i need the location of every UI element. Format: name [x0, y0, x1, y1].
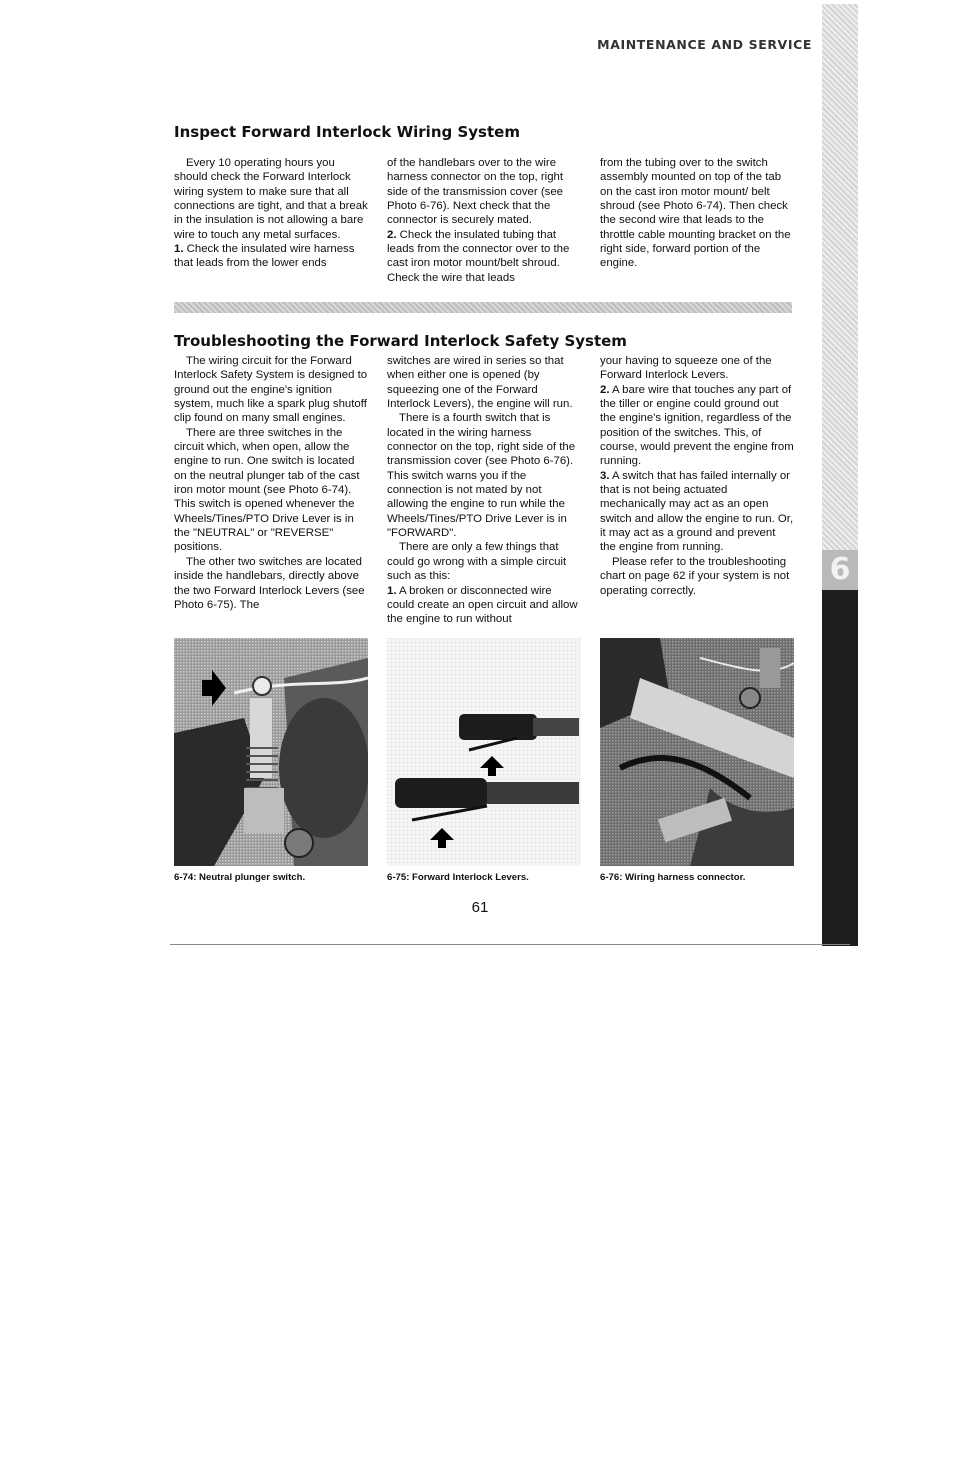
paragraph-text: switches are wired in series so that when either one is opened (by squeezing one of the Forward Interlock Levers), the engine will run. — [387, 355, 573, 411]
photo-neutral-plunger-switch — [174, 638, 368, 866]
paragraph — [600, 156, 794, 271]
list-number: 1. — [174, 243, 184, 256]
section2-column-3 — [600, 354, 794, 598]
paragraph-text: Every 10 operating hours you should check the Forward Interlock wiring system to make sure that all connections are tight, and that a break in the insulation is not allowing a bare wire to touch any metal surfaces. — [174, 157, 368, 241]
section2-column-2 — [387, 354, 581, 627]
photo-forward-interlock-levers — [387, 638, 581, 866]
paragraph-text: Please refer to the troubleshooting chart on page 62 if your system is not operating correctly. — [600, 555, 790, 597]
photo-wiring-harness-connector — [600, 638, 794, 866]
paragraph — [387, 540, 581, 583]
section2-column-1 — [174, 354, 368, 612]
list-number: 1. — [387, 584, 397, 597]
paragraph-text: of the handlebars over to the wire harness connector on the top, right side of the transmission cover (see Photo 6-76). Next check that the connector is securely mated. — [387, 157, 564, 227]
paragraph-text: The other two switches are located inside the handlebars, directly above the two Forward Interlock Levers (see Photo 6-75). The — [174, 555, 365, 611]
paragraph-text: The wiring circuit for the Forward Interlock Safety System is designed to ground out the engine's ignition system, much like a spark plug shutoff clip found on many small engines. — [174, 355, 368, 425]
caption-6-75: 6-75: Forward Interlock Levers. — [387, 872, 529, 883]
paragraph — [600, 383, 794, 469]
section1-column-1 — [174, 156, 368, 271]
paragraph — [174, 242, 368, 271]
paragraph-text: There are only a few things that could go wrong with a simple circuit such as this: — [387, 541, 567, 583]
paragraph-text: your having to squeeze one of the Forward Interlock Levers. — [600, 355, 772, 382]
paragraph-text: A bare wire that touches any part of the tiller or engine could ground out the engine's ignition, regardless of the position of the switches. This, of course, would prevent the engine from running. — [600, 383, 794, 468]
list-number: 2. — [600, 383, 610, 396]
section1-column-3 — [600, 156, 794, 271]
footer-rule — [170, 944, 850, 945]
paragraph — [174, 156, 368, 242]
side-thumb-dark — [822, 590, 858, 946]
paragraph — [600, 555, 794, 598]
chapter-tab: 6 — [822, 550, 858, 590]
caption-6-76: 6-76: Wiring harness connector. — [600, 872, 746, 883]
paragraph — [600, 354, 794, 383]
paragraph — [600, 469, 794, 555]
paragraph — [387, 156, 581, 228]
paragraph — [174, 555, 368, 612]
paragraph — [387, 354, 581, 411]
section-title-troubleshooting: Troubleshooting the Forward Interlock Safety System — [174, 332, 627, 350]
paragraph-text: There are three switches in the circuit which, when open, allow the engine to run. One switch is located on the neutral plunger tab of the cast iron motor mount (see Photo 6-74). This switch is opened whenever the Wheels/Tines/PTO Drive Lever is in the "NEUTRAL" or "REVERSE" positions. — [174, 426, 360, 554]
paragraph-text: A switch that has failed internally or that is not being actuated mechanically may act as an open switch and allow the engine to run. Or, it may act as a ground and prevent the engine from running. — [600, 469, 794, 554]
paragraph-text: from the tubing over to the switch assembly mounted on top of the tab on the cast iron motor mount/ belt shroud (see Photo 6-74). Then check the second wire that leads to the throttle cable mounting bracket on the right side, forward portion of the engine. — [600, 157, 791, 270]
list-number: 2. — [387, 228, 397, 241]
paragraph-text: Check the insulated tubing that leads from the connector over to the cast iron motor mount/belt shroud. Check the wire that leads — [387, 228, 570, 284]
paragraph — [387, 228, 581, 285]
caption-6-74: 6-74: Neutral plunger switch. — [174, 872, 306, 883]
list-number: 3. — [600, 469, 610, 482]
paragraph-text: Check the insulated wire harness that leads from the lower ends — [174, 243, 355, 270]
page-number: 61 — [471, 899, 489, 916]
paragraph — [387, 584, 581, 627]
paragraph-text: A broken or disconnected wire could create an open circuit and allow the engine to run without — [387, 584, 578, 626]
paragraph — [174, 426, 368, 555]
paragraph — [387, 411, 581, 540]
paragraph — [174, 354, 368, 426]
paragraph-text: There is a fourth switch that is located in the wiring harness connector on the top, right side of the transmission cover (see Photo 6-76). This switch warns you if the connection is not mated by not allowing the engine to run while the Wheels/Tines/PTO Drive Lever is in "FORWARD". — [387, 412, 576, 540]
running-header: MAINTENANCE AND SERVICE — [597, 37, 812, 52]
section-title-inspect: Inspect Forward Interlock Wiring System — [174, 123, 520, 141]
section-divider-bar — [174, 302, 792, 313]
section1-column-2 — [387, 156, 581, 285]
